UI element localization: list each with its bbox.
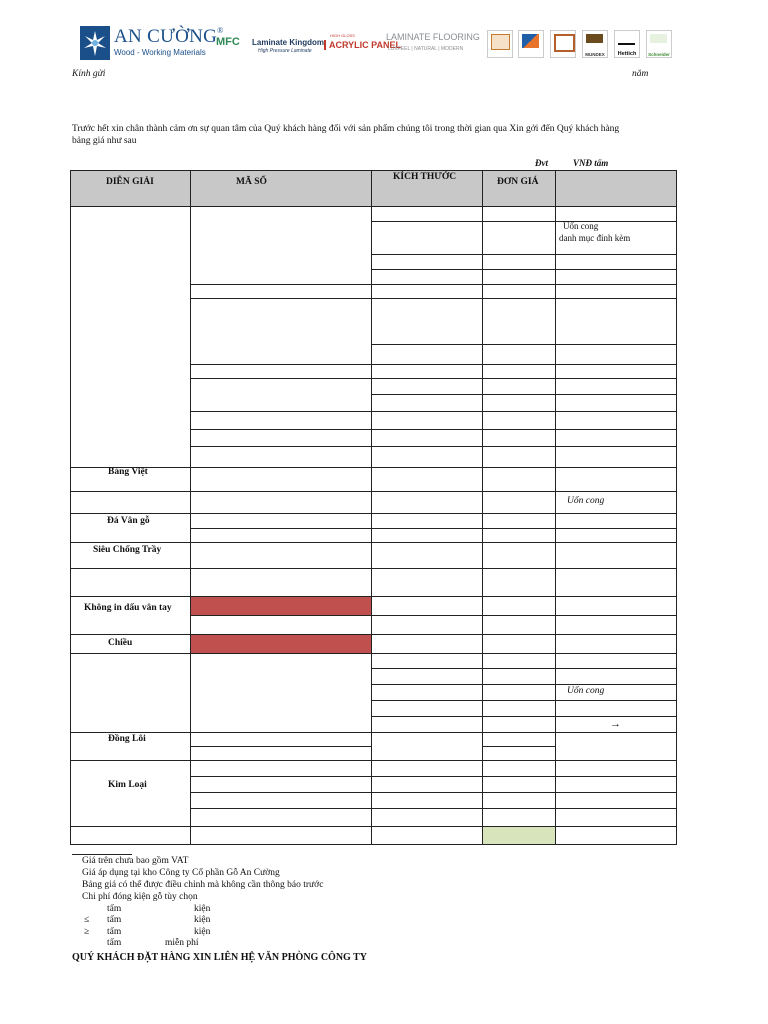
highlight-cell-green [482,827,555,844]
table-hline [70,760,677,761]
table-hline [70,491,677,492]
footer-mien-phi: miễn phí [165,938,199,948]
table-hline [371,668,677,669]
header-don-gia: ĐƠN GIÁ [497,177,539,187]
row-label-khong-in-dau: Không in dấu vân tay [84,603,172,613]
hettich-logo-icon: Hettich [614,30,640,58]
table-hline [70,170,677,171]
company-reg-mark: ® [217,26,224,35]
table-hline [70,513,677,514]
row-label-bang-viet: Băng Việt [108,467,148,477]
table-hline [190,429,677,430]
unit-label: VNĐ tấm [573,158,609,168]
table-hline [70,542,677,543]
footer-ge-symbol: ≥ [84,927,90,937]
table-hline [371,221,677,222]
footer-tam-4: tấm [107,938,122,948]
laminate-flooring-subtitle: LUXFEEL | NATURAL | MODERN [388,46,464,52]
intro-line-2: bảng giá như sau [72,136,137,146]
table-hline [371,269,677,270]
row-label-da-van-go: Đá Vân gỗ [107,516,150,526]
table-header-fill [71,171,676,206]
footer-kien-3: kiện [194,927,211,937]
table-hline [190,776,677,777]
footer-kien-1: kiện [194,904,211,914]
table-hline [190,792,677,793]
table-hline [482,746,556,747]
table-hline [70,596,677,597]
company-name: AN CƯỜNG [114,26,218,47]
table-hline [70,206,677,207]
table-vline [482,170,483,845]
footer-le-symbol: ≤ [84,915,90,925]
door-brand-icon [487,30,513,58]
footer-line-1: Giá trên chưa bao gồm VAT [82,856,189,866]
footer-kien-2: kiện [194,915,211,925]
nam-label: năm [632,69,649,79]
table-hline [371,394,677,395]
row-label-chieu: Chiều [108,638,133,648]
table-hline [70,467,677,468]
footer-line-3: Bảng giá có thể được điều chỉnh mà không cần thông báo trước [82,880,324,890]
table-hline [371,344,677,345]
header-ma-so: MÃ SỐ [236,177,267,187]
acrylic-panel-logo: ACRYLIC PANEL [324,40,401,50]
row-label-sieu-chong-tray: Siêu Chống Trầy [93,545,162,555]
row-label-dong-loi: Đồng Lôi [108,734,146,744]
table-hline [190,364,677,365]
footnote-divider [72,854,132,855]
table-hline [190,378,677,379]
dvt-label: Đvt [535,158,548,168]
table-hline [190,746,372,747]
row-label-kim-loai: Kim Loại [108,780,147,790]
kinh-gui-label: Kính gửi [72,69,106,79]
footer-tam-3: tấm [107,927,122,937]
table-vline [676,170,677,845]
laminate-flooring-logo: LAMINATE FLOORING [386,32,480,42]
laminate-kingdom-subtitle: High Pressure Laminate [258,48,312,54]
table-hline [190,446,677,447]
table-vline [555,170,556,845]
table-vline [190,170,191,845]
note-uon-cong-2: Uốn cong [567,496,605,506]
laminate-kingdom-logo: Laminate Kingdom [252,38,325,47]
table-hline [70,826,677,827]
schneider-logo-icon: Schneider [646,30,672,58]
note-uon-cong-3: Uốn cong [567,686,605,696]
table-hline [70,653,677,654]
closing-note: QUÝ KHÁCH ĐẶT HÀNG XIN LIÊN HỆ VĂN PHÒNG CÔNG TY [72,952,368,963]
footer-tam-1: tấm [107,904,122,914]
footer-line-4: Chi phí đóng kiện gỗ tùy chọn [82,892,198,902]
mundex-logo-icon: MUNDEX [582,30,608,58]
an-cuong-logo [80,26,224,62]
table-hline [70,634,677,635]
table-vline [371,170,372,845]
header-kich-thuoc: KÍCH THƯỚC [393,172,457,182]
highlight-cell-chieu [191,635,371,653]
footer-tam-2: tấm [107,915,122,925]
table-hline [371,684,677,685]
footer-line-2: Giá áp dụng tại kho Công ty Cổ phần Gỗ An Cường [82,868,280,878]
mfc-logo: MFC [216,36,240,48]
table-hline [70,568,677,569]
window-brand-icon [550,30,576,58]
table-hline [70,732,677,733]
table-hline [371,254,677,255]
acrylic-swatch-icon [518,30,544,58]
table-hline [190,298,677,299]
table-hline [70,844,677,845]
intro-line-1: Trước hết xin chân thành cảm ơn sự quan tâm của Quý khách hàng đối với sản phẩm chúng tôi trong thời gian qua Xin gởi đến Quý khách hàng [72,124,620,134]
table-hline [190,528,677,529]
table-hline [371,716,677,717]
table-hline [190,808,677,809]
acrylic-top-label: HIGH GLOSS [330,33,355,38]
table-vline [70,170,71,845]
note-danh-muc: danh mục đính kèm [559,233,631,243]
arrow-icon: → [610,718,621,730]
table-hline [190,284,677,285]
table-hline [371,700,677,701]
table-hline [190,411,677,412]
note-uon-cong-1: Uốn cong [563,221,599,231]
company-subtitle: Wood - Working Materials [114,48,206,57]
table-hline [190,615,677,616]
header-dien-giai: DIỄN GIẢI [106,177,154,187]
an-cuong-logo-mark-icon [80,26,110,60]
highlight-cell-khong-in [191,597,371,615]
